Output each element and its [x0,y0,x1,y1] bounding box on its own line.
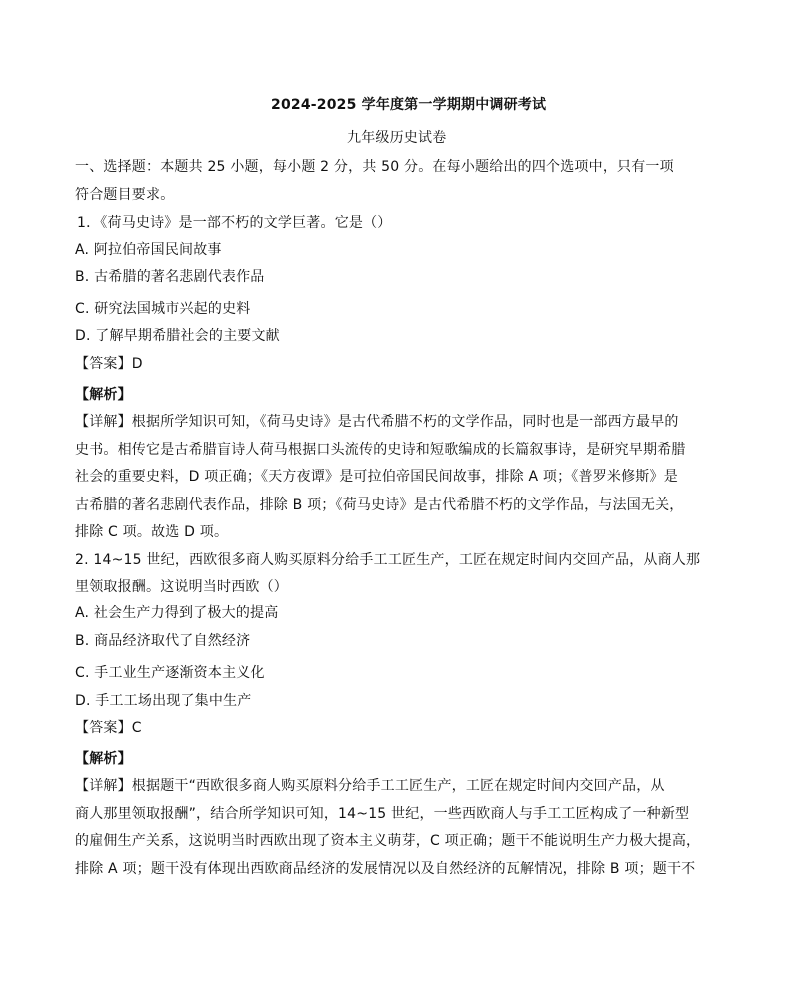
question-1-detail-line-3: 社会的重要史料，D 项正确；《天方夜谭》是可拉伯帝国民间故事，排除 A 项；《普罗米修斯》是 [75,469,678,485]
question-1-detail-line-2: 史书。相传它是古希腊盲诗人荷马根据口头流传的史诗和短歌编成的长篇叙事诗，是研究早期希腊 [75,442,686,458]
question-1-option-b: B. 古希腊的著名悲剧代表作品 [75,269,265,285]
question-1-option-d: D. 了解早期希腊社会的主要文献 [75,328,280,344]
question-2-stem-line-2: 里领取报酬。这说明当时西欧（） [75,579,288,595]
question-2-option-b: B. 商品经济取代了自然经济 [75,633,251,649]
question-1-option-a: A. 阿拉伯帝国民间故事 [75,242,222,258]
question-1-option-c: C. 研究法国城市兴起的史料 [75,301,251,317]
question-2-stem-line-1: 2. 14~15 世纪，西欧很多商人购买原料分给手工工匠生产，工匠在规定时间内交回产品，从商人那 [75,552,701,568]
question-2-detail-line-4: 排除 A 项；题干没有体现出西欧商品经济的发展情况以及自然经济的瓦解情况，排除 B 项；题干不 [75,861,696,877]
question-1-answer: 【答案】D [75,356,143,372]
question-1-detail-line-1: 【详解】根据所学知识可知，《荷马史诗》是古代希腊不朽的文学作品，同时也是一部西方最早的 [75,414,679,430]
question-2-option-c: C. 手工业生产逐渐资本主义化 [75,665,265,681]
exam-title: 2024-2025 学年度第一学期期中调研考试 [271,97,547,113]
question-1-detail-line-4: 古希腊的著名悲剧代表作品，排除 B 项；《荷马史诗》是古代希腊不朽的文学作品，与法国无关， [75,497,684,513]
question-1-stem: 1．《荷马史诗》是一部不朽的文学巨著。它是（） [77,215,392,231]
question-2-detail-line-3: 的雇佣生产关系，这说明当时西欧出现了资本主义萌芽，C 项正确；题干不能说明生产力极大提高， [75,833,701,849]
question-2-option-d: D. 手工工场出现了集中生产 [75,693,252,709]
exam-subtitle: 九年级历史试卷 [347,130,447,146]
question-2-detail-line-1: 【详解】根据题干“西欧很多商人购买原料分给手工工匠生产，工匠在规定时间内交回产品，从 [75,778,665,794]
question-2-detail-line-2: 商人那里领取报酬”，结合所学知识可知，14~15 世纪，一些西欧商人与手工工匠构成了一种新型 [75,806,690,822]
question-1-detail-line-5: 排除 C 项。故选 D 项。 [75,524,229,540]
section-instruction-line-1: 一、选择题：本题共 25 小题，每小题 2 分，共 50 分。在每小题给出的四个选项中，只有一项 [75,159,674,175]
question-1-analysis-label: 【解析】 [75,387,132,403]
question-2-analysis-label: 【解析】 [75,751,132,767]
question-2-option-a: A. 社会生产力得到了极大的提高 [75,605,279,621]
section-instruction-line-2: 符合题目要求。 [75,187,175,203]
question-2-answer: 【答案】C [75,720,142,736]
